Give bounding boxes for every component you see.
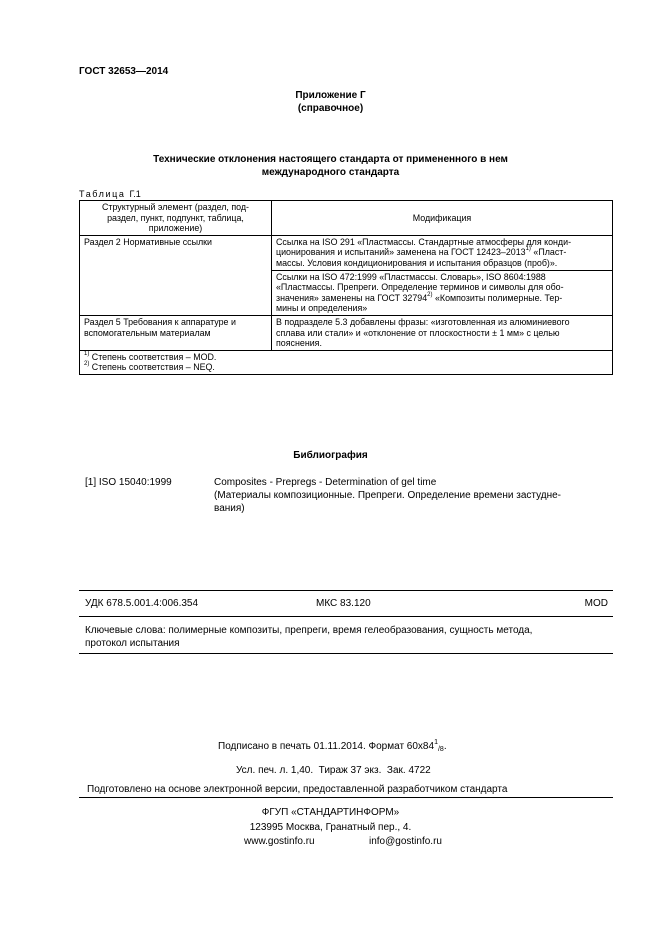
mod-line: Ссылка на ISO 291 «Пластмассы. Стандартные атмосферы для конди- <box>276 236 572 247</box>
table-caption-number: Г.1 <box>129 189 141 199</box>
keywords-line: Ключевые слова: полимерные композиты, препреги, время гелеобразования, сущность метода, <box>85 625 533 636</box>
footnote: $^{1)}$ Степень соответствия – MOD. <box>84 350 217 362</box>
bib-line: (Материалы композиционные. Препреги. Определение времени застудне- <box>214 490 561 501</box>
bib-line: вания) <box>214 503 245 514</box>
keywords-line: протокол испытания <box>85 638 180 649</box>
divider <box>79 797 613 798</box>
appendix-subtitle: (справочное) <box>297 103 364 114</box>
header-line: приложение) <box>148 223 203 234</box>
mod-line: пояснения. <box>276 338 322 349</box>
table-footnotes-row <box>80 350 613 374</box>
signed-to-print: Подписано в печать 01.11.2014. Формат $60x84^1_{/8}$. <box>218 738 447 753</box>
section-title-line: Технические отклонения настоящего стандарта от примененного в нем <box>153 154 508 165</box>
divider <box>79 590 613 591</box>
bibliography-text <box>214 476 613 515</box>
appendix-title: Приложение Г <box>295 90 366 101</box>
mks-code: МКС 83.120 <box>316 598 371 609</box>
publisher-name: ФГУП «СТАНДАРТИНФОРМ» <box>261 807 400 818</box>
element-line: вспомогательным материалам <box>84 327 211 338</box>
row-modification <box>272 315 613 350</box>
appendix-heading <box>0 89 661 115</box>
row-element-section2: Раздел 2 Нормативные ссылки <box>80 235 272 315</box>
row-modification <box>272 270 613 315</box>
publisher-email[interactable]: info@gostinfo.ru <box>369 836 442 847</box>
mod-line: значения» заменены на ГОСТ 32794$^{2)}$ «Композиты полимерные. Тер- <box>276 291 563 303</box>
mod-line: ционирования и испытаний» заменена на ГОСТ 12423–2013$^{1)}$ «Пласт- <box>276 246 567 258</box>
mod-line: мины и определения» <box>276 303 368 314</box>
bibliography-title: Библиография <box>293 450 368 461</box>
keywords <box>85 624 607 650</box>
row-element-section5 <box>80 315 272 350</box>
table-row <box>80 235 613 270</box>
table-header-row <box>80 201 613 236</box>
section-title-line: международного стандарта <box>261 167 400 178</box>
table-caption-word: Таблица <box>79 189 126 199</box>
mod-line: «Пластмассы. Препреги. Определение терминов и символы для обо- <box>276 282 564 293</box>
publisher-website[interactable]: www.gostinfo.ru <box>244 836 315 847</box>
publisher-address: 123995 Москва, Гранатный пер., 4. <box>249 822 412 833</box>
footnote: $^{2)}$ Степень соответствия – NEQ. <box>84 361 215 373</box>
document-code: ГОСТ 32653—2014 <box>79 66 169 77</box>
footnote-ref: 1) <box>525 246 531 253</box>
table-row <box>80 315 613 350</box>
divider <box>79 653 613 654</box>
print-info: Усл. печ. л. 1,40. Тираж 37 экз. Зак. 4722 <box>236 765 431 776</box>
bib-line: Composites - Prepregs - Determination of gel time <box>214 477 437 488</box>
prepared-note: Подготовлено на основе электронной версии, предоставленной разработчиком стандарта <box>87 784 508 795</box>
element-line: Раздел 5 Требования к аппаратуре и <box>84 316 236 327</box>
mod-line: сплава или стали» и «отклонение от плоскостности ± 1 мм» с целью <box>276 327 560 338</box>
deviations-table <box>79 200 613 375</box>
footnote-ref: 2) <box>427 291 433 298</box>
udk-code: УДК 678.5.001.4:006.354 <box>85 598 199 609</box>
table-caption <box>79 189 141 199</box>
section-title <box>0 153 661 179</box>
divider <box>79 616 613 617</box>
mod-line: В подразделе 5.3 добавлены фразы: «изготовленная из алюминиевого <box>276 316 570 327</box>
row-modification <box>272 235 613 270</box>
conformity-degree: MOD <box>584 598 608 609</box>
table-footnotes <box>80 350 613 374</box>
bibliography-ref: [1] ISO 15040:1999 <box>85 477 172 488</box>
header-modification: Модификация <box>272 201 613 236</box>
mod-line: массы. Условия кондиционирования и испытания образцов (проб)». <box>276 257 558 268</box>
mod-line: Ссылки на ISO 472:1999 «Пластмассы. Словарь», ISO 8604:1988 <box>276 271 546 282</box>
header-structural-element <box>80 201 272 236</box>
header-line: раздел, пункт, подпункт, таблица, <box>107 212 244 223</box>
header-line: Структурный элемент (раздел, под- <box>102 202 249 212</box>
